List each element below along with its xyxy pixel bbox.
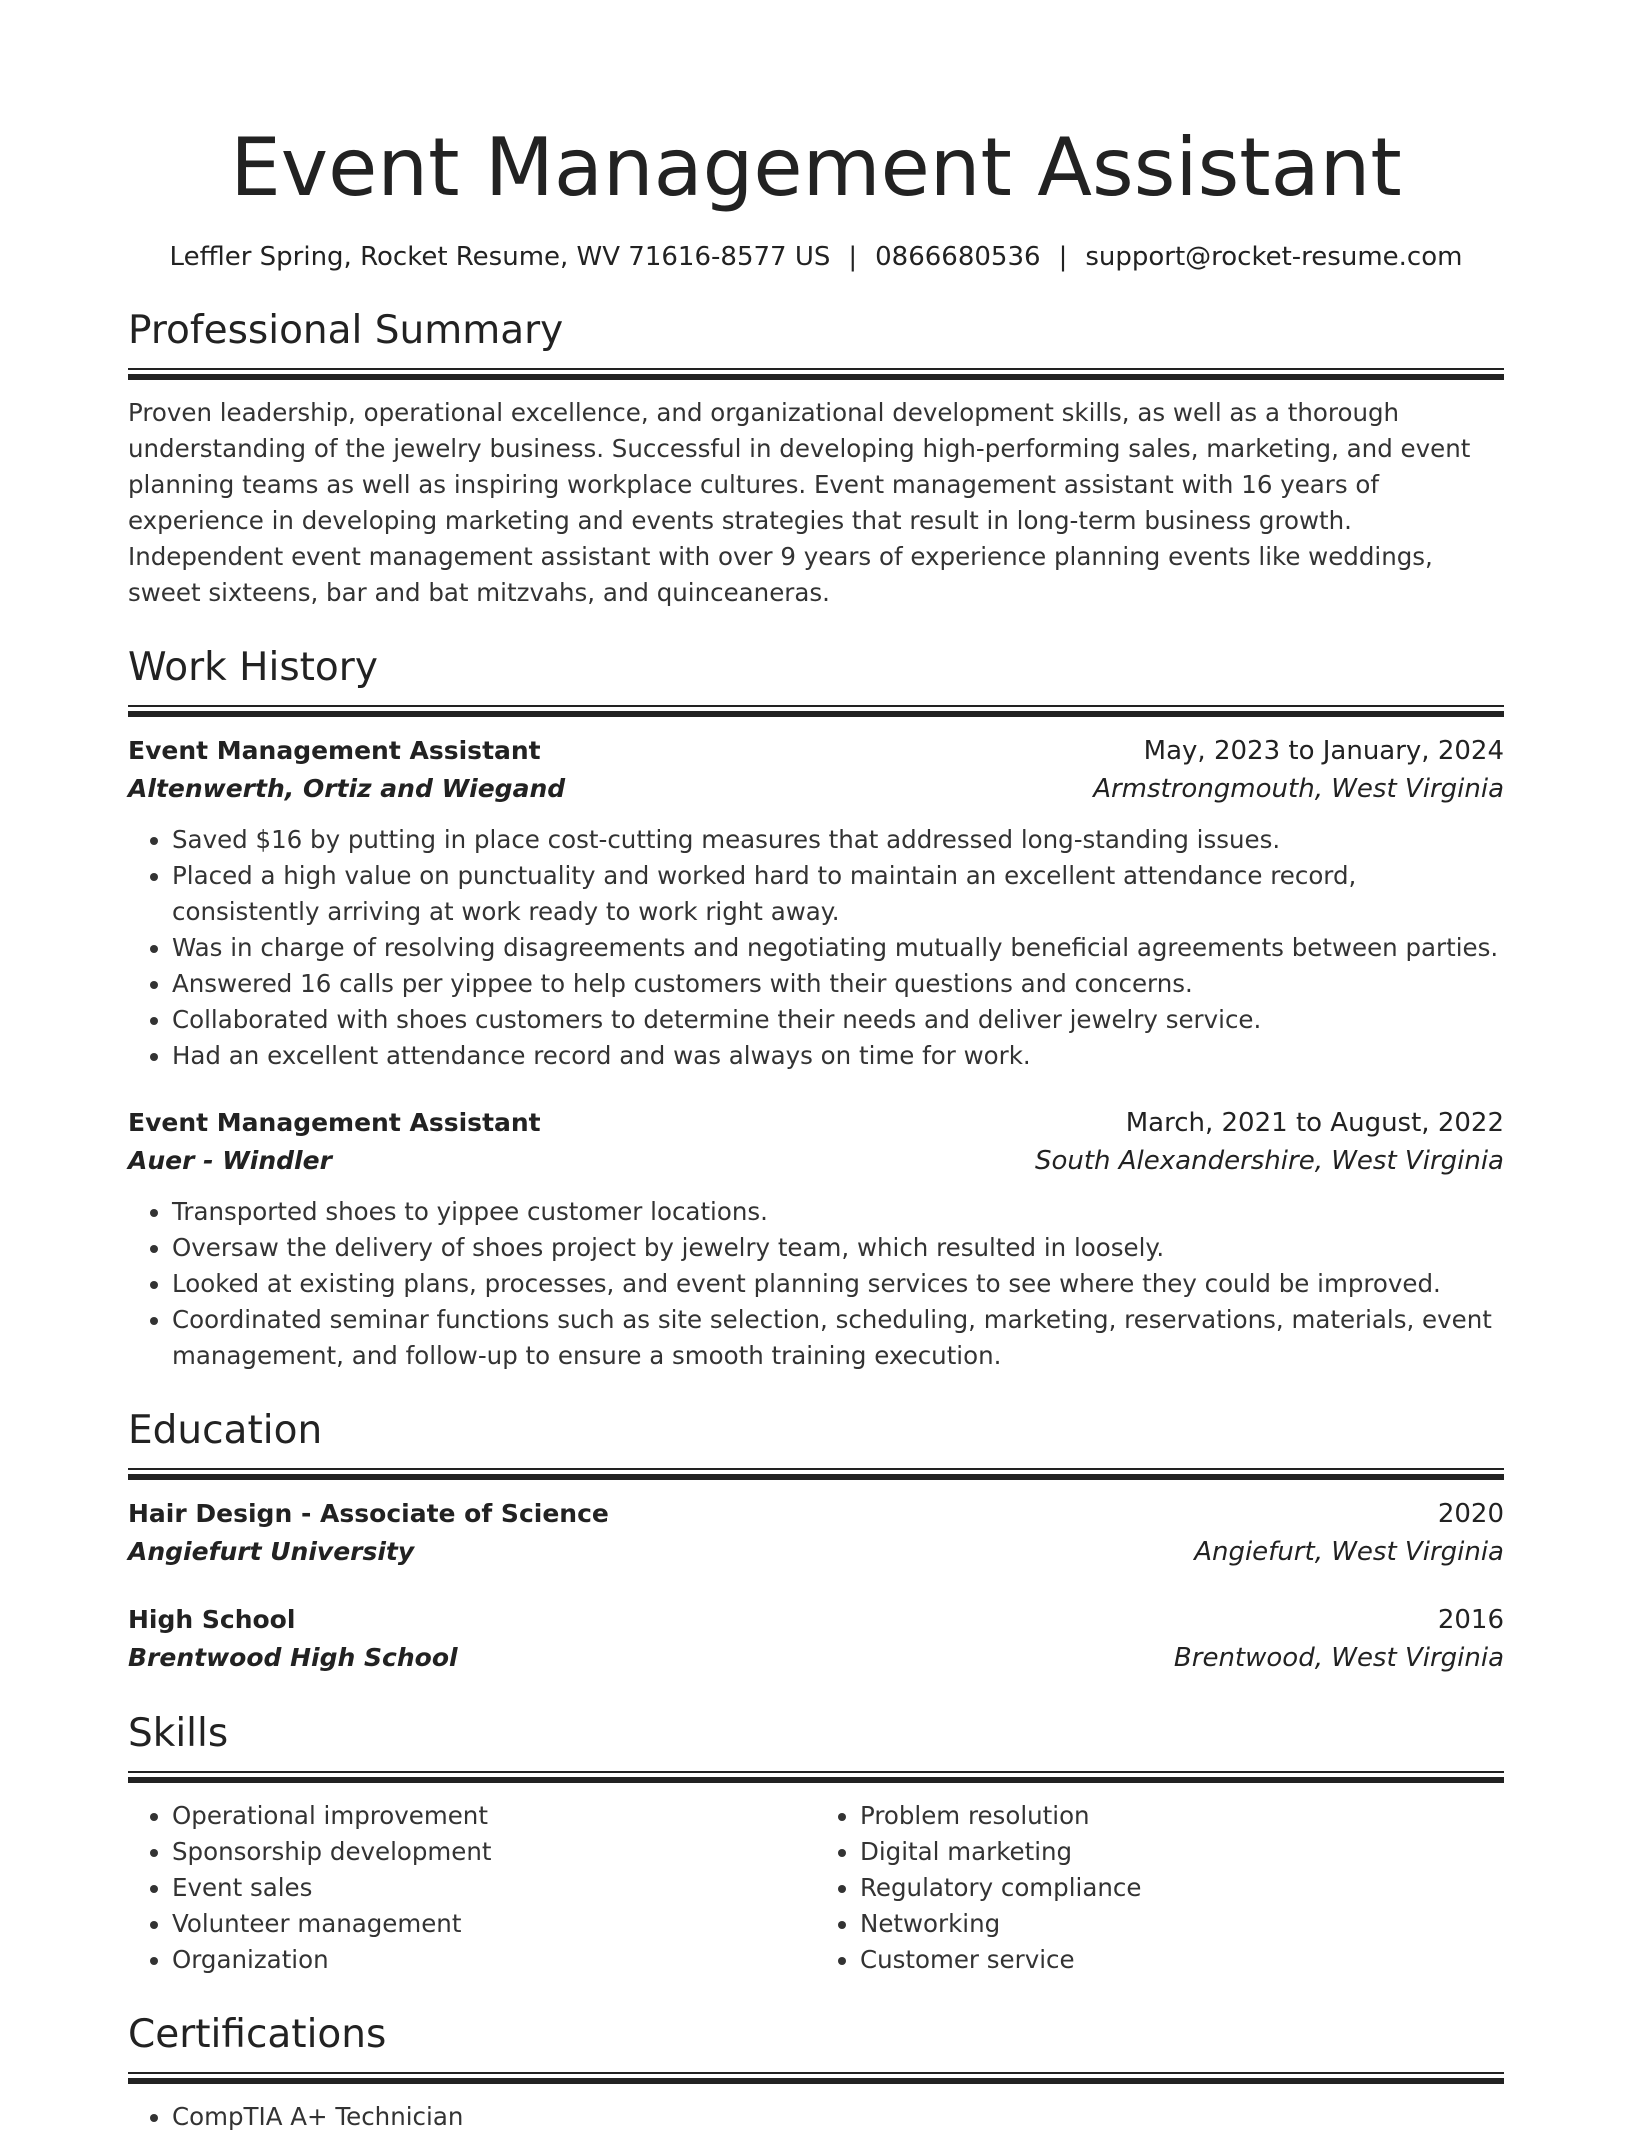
job-location: South Alexandershire, West Virginia (1034, 1146, 1504, 1176)
skill-item: • Event sales (172, 1870, 816, 1906)
list-item: • Oversaw the delivery of shoes project by jewelry team, which resulted in loosely. (172, 1230, 1504, 1266)
list-item: • Collaborated with shoes customers to determine their needs and deliver jewelry service. (172, 1002, 1504, 1038)
education-location: Brentwood, West Virginia (1173, 1643, 1504, 1673)
section-divider (128, 705, 1504, 718)
skill-item: • Networking (860, 1906, 1504, 1942)
skill-item: • Customer service (860, 1942, 1504, 1978)
skills-columns (128, 1798, 1504, 1978)
job-entry (128, 732, 1504, 1074)
skill-item: • Volunteer management (172, 1906, 816, 1942)
list-item: • Had an excellent attendance record and was always on time for work. (172, 1038, 1504, 1074)
education-school: Brentwood High School (128, 1643, 458, 1672)
skills-list-left (128, 1798, 816, 1978)
job-dates: March, 2021 to August, 2022 (1125, 1108, 1504, 1138)
job-title: Event Management Assistant (128, 736, 541, 765)
contact-line (128, 240, 1504, 274)
list-item: • Transported shoes to yippee customer locations. (172, 1194, 1504, 1230)
education-year: 2016 (1437, 1605, 1504, 1635)
summary-text: Proven leadership, operational excellence, and organizational development skills, as well as a thorough understanding of the jewelry business. Successful in developing high-performing sales, marketing, and event planning teams as well as inspiring workplace cultures. Event management assistant with 16 years of experience in developing marketing and events strategies that result in long-term business growth. Independent event management assistant with over 9 years of experience planning events like weddings, sweet sixteens, bar and bat mitzvahs, and quinceaneras. (128, 398, 1471, 607)
section-divider (128, 2072, 1504, 2085)
contact-separator: | (848, 242, 858, 272)
list-item: • Was in charge of resolving disagreements and negotiating mutually beneficial agreements between parties. (172, 930, 1504, 966)
resume-title: Event Management Assistant (230, 121, 1402, 214)
section-divider (128, 1468, 1504, 1481)
job-company: Auer - Windler (128, 1146, 332, 1175)
certifications-section (128, 2012, 1504, 2135)
contact-phone: 0866680536 (875, 242, 1041, 272)
education-location: Angiefurt, West Virginia (1194, 1537, 1504, 1567)
job-bullets (128, 822, 1504, 1074)
skills-section (128, 1711, 1504, 1978)
section-heading: Professional Summary (128, 308, 564, 353)
work-history-section (128, 645, 1504, 1374)
skill-item: • Regulatory compliance (860, 1870, 1504, 1906)
job-dates: May, 2023 to January, 2024 (1143, 736, 1504, 766)
education-entry (128, 1495, 1504, 1571)
section-heading: Work History (128, 645, 378, 690)
job-bullets (128, 1194, 1504, 1374)
list-item: • Coordinated seminar functions such as site selection, scheduling, marketing, reservations, materials, event management, and follow-up to ensure a smooth training execution. (172, 1302, 1504, 1374)
contact-address: Leffler Spring, Rocket Resume, WV 71616-8577 US (169, 242, 831, 272)
certification-item: • CompTIA A+ Technician (172, 2099, 1504, 2135)
skills-list-right (816, 1798, 1504, 1978)
education-degree: Hair Design - Associate of Science (128, 1499, 609, 1528)
list-item: • Saved $16 by putting in place cost-cutting measures that addressed long-standing issues. (172, 822, 1504, 858)
certification-list (128, 2099, 1504, 2135)
list-item: • Placed a high value on punctuality and worked hard to maintain an excellent attendance record, consistently arriving at work ready to work right away. (172, 858, 1504, 930)
job-title: Event Management Assistant (128, 1108, 541, 1137)
section-heading: Skills (128, 1711, 229, 1756)
section-divider (128, 1771, 1504, 1784)
summary-section (128, 308, 1504, 611)
job-entry (128, 1104, 1504, 1374)
skill-item: • Problem resolution (860, 1798, 1504, 1834)
education-degree: High School (128, 1605, 296, 1634)
job-company: Altenwerth, Ortiz and Wiegand (128, 774, 566, 803)
section-heading: Education (128, 1408, 323, 1453)
contact-email: support@rocket-resume.com (1085, 242, 1463, 272)
contact-separator: | (1058, 242, 1068, 272)
education-section (128, 1408, 1504, 1677)
skill-item: • Operational improvement (172, 1798, 816, 1834)
skill-item: • Sponsorship development (172, 1834, 816, 1870)
education-entry (128, 1601, 1504, 1677)
education-year: 2020 (1437, 1499, 1504, 1529)
list-item: • Answered 16 calls per yippee to help customers with their questions and concerns. (172, 966, 1504, 1002)
skill-item: • Organization (172, 1942, 816, 1978)
skill-item: • Digital marketing (860, 1834, 1504, 1870)
section-heading: Certifications (128, 2012, 387, 2057)
list-item: • Looked at existing plans, processes, and event planning services to see where they could be improved. (172, 1266, 1504, 1302)
job-location: Armstrongmouth, West Virginia (1093, 774, 1504, 804)
education-school: Angiefurt University (128, 1537, 415, 1566)
section-divider (128, 368, 1504, 381)
